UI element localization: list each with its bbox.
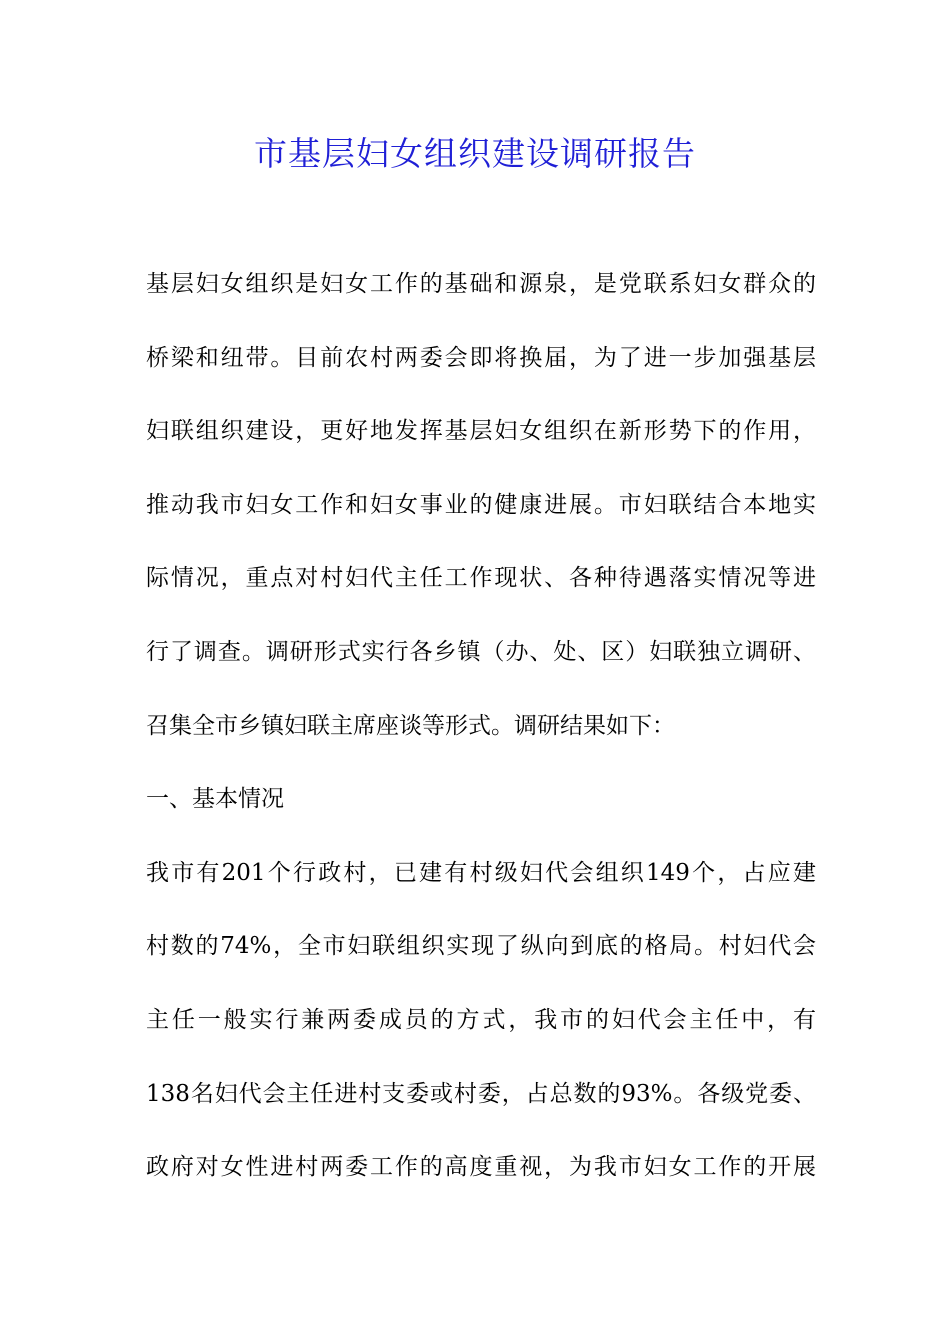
text-line: 一、基本情况 <box>146 786 284 813</box>
document-body <box>146 258 816 1215</box>
text-line: 政府对女性进村两委工作的高度重视，为我市妇女工作的开展 <box>146 1154 816 1181</box>
text-line: 召集全市乡镇妇联主席座谈等形式。调研结果如下： <box>146 712 675 739</box>
document-title: 市基层妇女组织建设调研报告 <box>254 134 696 173</box>
text-line: 主任一般实行兼两委成员的方式，我市的妇代会主任中，有 <box>146 1006 816 1033</box>
text-line: 我市有201个行政村，已建有村级妇代会组织149个，占应建 <box>146 859 816 886</box>
text-line: 行了调查。调研形式实行各乡镇（办、处、区）妇联独立调研、 <box>146 638 816 665</box>
text-line: 村数的74%，全市妇联组织实现了纵向到底的格局。村妇代会 <box>146 933 816 960</box>
text-line: 基层妇女组织是妇女工作的基础和源泉，是党联系妇女群众的 <box>146 271 816 297</box>
text-line: 138名妇代会主任进村支委或村委，占总数的93%。各级党委、 <box>146 1080 816 1107</box>
text-line: 推动我市妇女工作和妇女事业的健康进展。市妇联结合本地实 <box>146 491 816 518</box>
text-line: 妇联组织建设，更好地发挥基层妇女组织在新形势下的作用， <box>146 418 816 445</box>
text-line: 际情况，重点对村妇代主任工作现状、各种待遇落实情况等进 <box>146 565 816 592</box>
text-line: 桥梁和纽带。目前农村两委会即将换届，为了进一步加强基层 <box>146 344 816 371</box>
